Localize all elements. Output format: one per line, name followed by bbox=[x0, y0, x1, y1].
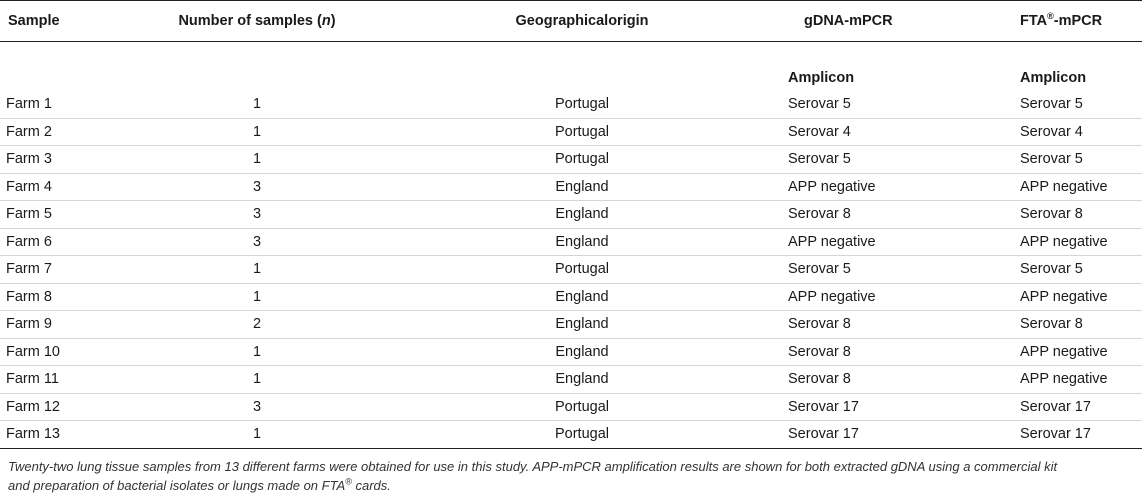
cell-number-of-samples: 1 bbox=[132, 421, 382, 449]
table-row bbox=[0, 146, 1142, 174]
cell-sample: Farm 8 bbox=[0, 283, 132, 311]
cell-fta-result: Serovar 8 bbox=[1014, 311, 1142, 339]
footnote-line-1: Twenty-two lung tissue samples from 13 different farms were obtained for use in this study. APP-mPCR amplification results are shown for both extracted gDNA using a commercial kit bbox=[8, 458, 1058, 474]
cell-gdna-result: Serovar 5 bbox=[782, 146, 1014, 174]
cell-number-of-samples: 3 bbox=[132, 173, 382, 201]
cell-gdna-result: Serovar 5 bbox=[782, 91, 1014, 118]
cell-sample: Farm 1 bbox=[0, 91, 132, 118]
table-row bbox=[0, 338, 1142, 366]
cell-number-of-samples: 3 bbox=[132, 228, 382, 256]
cell-fta-result: APP negative bbox=[1014, 228, 1142, 256]
table-row bbox=[0, 283, 1142, 311]
table-row bbox=[0, 91, 1142, 118]
cell-fta-result: Serovar 4 bbox=[1014, 118, 1142, 146]
subheader-gdna-amplicon: Amplicon bbox=[788, 70, 855, 86]
cell-geographical-origin: England bbox=[382, 201, 782, 229]
cell-sample: Farm 11 bbox=[0, 366, 132, 394]
header-gdna-mpcr: gDNA-mPCR bbox=[782, 1, 1014, 42]
cell-sample: Farm 12 bbox=[0, 393, 132, 421]
cell-fta-result: Serovar 8 bbox=[1014, 201, 1142, 229]
cell-geographical-origin: England bbox=[382, 173, 782, 201]
cell-number-of-samples: 3 bbox=[132, 393, 382, 421]
cell-gdna-result: Serovar 4 bbox=[782, 118, 1014, 146]
cell-number-of-samples: 1 bbox=[132, 283, 382, 311]
cell-geographical-origin: England bbox=[382, 283, 782, 311]
table-row bbox=[0, 173, 1142, 201]
header-number-of-samples bbox=[132, 1, 382, 42]
cell-sample: Farm 10 bbox=[0, 338, 132, 366]
cell-gdna-result: Serovar 8 bbox=[782, 201, 1014, 229]
header-fta-prefix: FTA bbox=[1020, 13, 1048, 29]
table-row bbox=[0, 201, 1142, 229]
cell-sample: Farm 6 bbox=[0, 228, 132, 256]
header-number-prefix: Number of samples ( bbox=[178, 13, 322, 29]
table-row bbox=[0, 256, 1142, 284]
cell-gdna-result: Serovar 8 bbox=[782, 311, 1014, 339]
cell-fta-result: Serovar 5 bbox=[1014, 146, 1142, 174]
header-geographical-origin: Geographicalorigin bbox=[382, 1, 782, 42]
subheader-empty-origin bbox=[382, 42, 782, 92]
cell-number-of-samples: 1 bbox=[132, 118, 382, 146]
table-row bbox=[0, 311, 1142, 339]
cell-fta-result: APP negative bbox=[1014, 283, 1142, 311]
cell-gdna-result: Serovar 8 bbox=[782, 338, 1014, 366]
subheader-fta-amplicon: Amplicon bbox=[1020, 70, 1087, 86]
cell-fta-result: APP negative bbox=[1014, 173, 1142, 201]
cell-sample: Farm 7 bbox=[0, 256, 132, 284]
cell-fta-result: Serovar 17 bbox=[1014, 421, 1142, 449]
cell-fta-result: Serovar 5 bbox=[1014, 256, 1142, 284]
cell-gdna-result: APP negative bbox=[782, 228, 1014, 256]
cell-fta-result: Serovar 5 bbox=[1014, 91, 1142, 118]
header-row bbox=[0, 1, 1142, 42]
footnote-line-2-prefix: and preparation of bacterial isolates or lungs made on FTA bbox=[8, 477, 346, 493]
cell-sample: Farm 13 bbox=[0, 421, 132, 449]
cell-sample: Farm 4 bbox=[0, 173, 132, 201]
table-row bbox=[0, 421, 1142, 449]
cell-geographical-origin: England bbox=[382, 338, 782, 366]
cell-geographical-origin: Portugal bbox=[382, 256, 782, 284]
header-fta-registered: ® bbox=[1047, 11, 1054, 22]
cell-number-of-samples: 3 bbox=[132, 201, 382, 229]
cell-number-of-samples: 1 bbox=[132, 338, 382, 366]
cell-gdna-result: Serovar 5 bbox=[782, 256, 1014, 284]
header-fta-suffix: -mPCR bbox=[1053, 13, 1103, 29]
cell-number-of-samples: 1 bbox=[132, 91, 382, 118]
cell-geographical-origin: Portugal bbox=[382, 91, 782, 118]
cell-number-of-samples: 1 bbox=[132, 256, 382, 284]
header-number-italic: n bbox=[321, 13, 331, 29]
cell-fta-result: Serovar 17 bbox=[1014, 393, 1142, 421]
cell-geographical-origin: Portugal bbox=[382, 393, 782, 421]
cell-number-of-samples: 1 bbox=[132, 146, 382, 174]
cell-fta-result: APP negative bbox=[1014, 366, 1142, 394]
cell-number-of-samples: 2 bbox=[132, 311, 382, 339]
cell-geographical-origin: Portugal bbox=[382, 118, 782, 146]
cell-gdna-result: APP negative bbox=[782, 283, 1014, 311]
cell-geographical-origin: England bbox=[382, 311, 782, 339]
table-row bbox=[0, 366, 1142, 394]
table-row bbox=[0, 118, 1142, 146]
table-row bbox=[0, 228, 1142, 256]
cell-gdna-result: Serovar 17 bbox=[782, 393, 1014, 421]
cell-gdna-result: APP negative bbox=[782, 173, 1014, 201]
cell-sample: Farm 2 bbox=[0, 118, 132, 146]
subheader-empty-sample bbox=[0, 42, 132, 92]
cell-sample: Farm 9 bbox=[0, 311, 132, 339]
table-header bbox=[0, 1, 1142, 42]
cell-geographical-origin: Portugal bbox=[382, 421, 782, 449]
footnote-line-2-suffix: cards. bbox=[351, 477, 391, 493]
cell-sample: Farm 5 bbox=[0, 201, 132, 229]
cell-fta-result: APP negative bbox=[1014, 338, 1142, 366]
subheader-row bbox=[0, 42, 1142, 92]
table-footnote bbox=[0, 449, 1142, 495]
table-row bbox=[0, 393, 1142, 421]
table-body bbox=[0, 42, 1142, 449]
cell-sample: Farm 3 bbox=[0, 146, 132, 174]
cell-geographical-origin: England bbox=[382, 228, 782, 256]
cell-number-of-samples: 1 bbox=[132, 366, 382, 394]
header-number-suffix: ) bbox=[330, 13, 336, 29]
footnote-registered: ® bbox=[345, 476, 352, 487]
header-sample: Sample bbox=[0, 1, 132, 42]
footnote-line-2 bbox=[8, 476, 1132, 495]
header-fta-mpcr bbox=[1014, 1, 1142, 42]
cell-gdna-result: Serovar 8 bbox=[782, 366, 1014, 394]
cell-geographical-origin: Portugal bbox=[382, 146, 782, 174]
cell-gdna-result: Serovar 17 bbox=[782, 421, 1014, 449]
cell-geographical-origin: England bbox=[382, 366, 782, 394]
subheader-empty-number bbox=[132, 42, 382, 92]
